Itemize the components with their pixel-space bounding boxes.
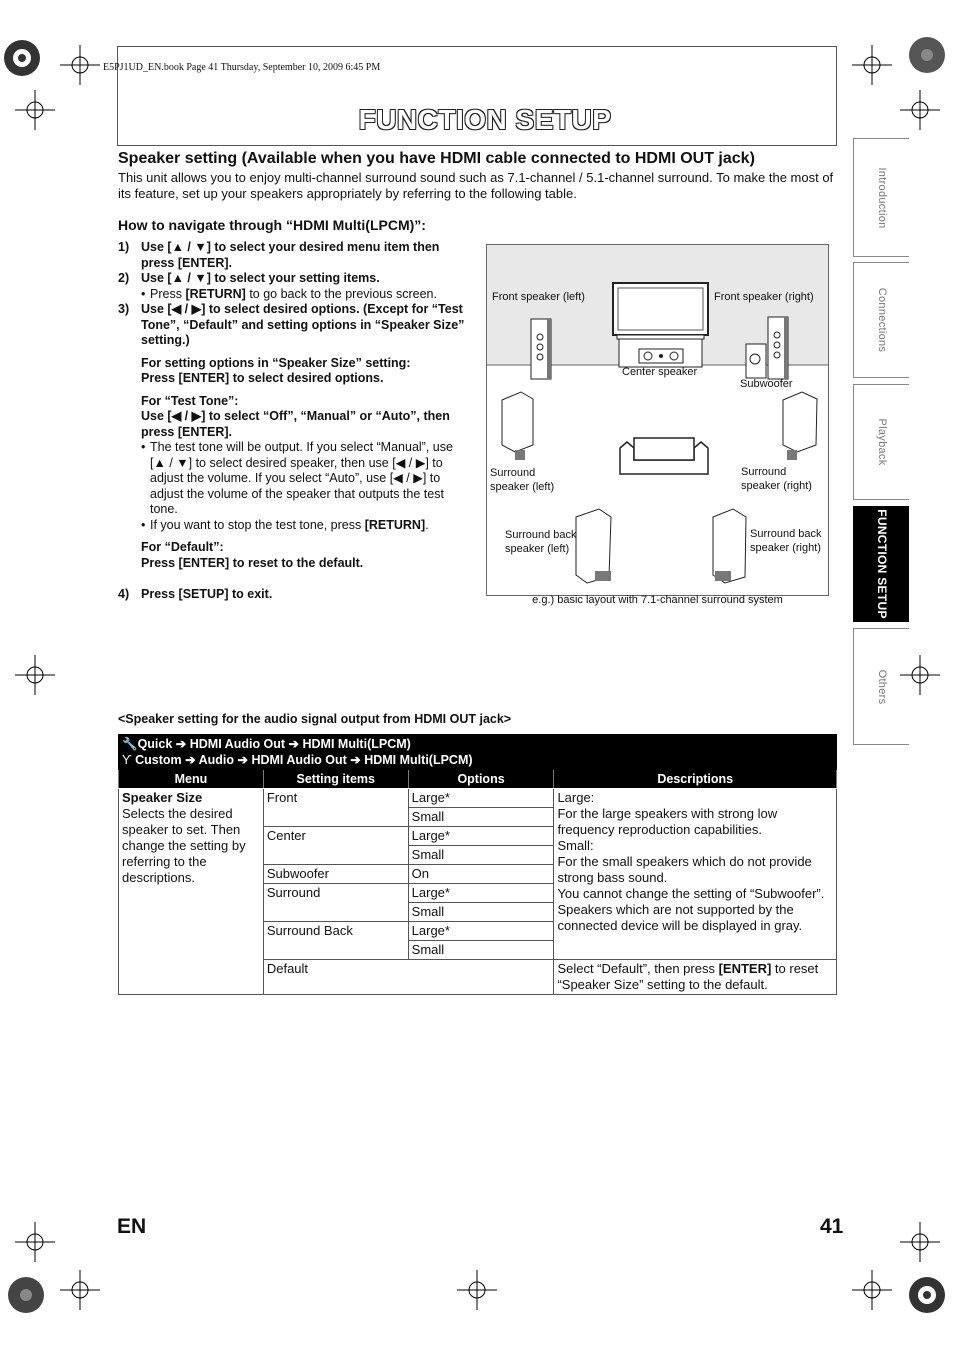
step-text: Use [▲ / ▼] to select your setting items.	[141, 271, 380, 285]
registration-mark-bottom-right	[900, 1270, 954, 1330]
step-number: 4)	[118, 587, 130, 601]
language-marker: EN	[117, 1215, 147, 1238]
test-tone-head: For “Test Tone”:	[141, 393, 239, 408]
key-label: [ENTER]	[718, 961, 772, 976]
back-left-label: Surround back speaker (left)	[505, 529, 577, 555]
tab-label: Others	[875, 669, 888, 704]
quick-path: Quick ➔ HDMI Audio Out ➔ HDMI Multi(LPCM)	[137, 737, 411, 751]
crosshair-icon	[15, 90, 55, 130]
tab-label: Connections	[875, 287, 888, 353]
book-info-line: E5PJ1UD_EN.book Page 41 Thursday, September 10, 2009 6:45 PM	[103, 62, 381, 73]
step-number: 2)	[118, 271, 130, 285]
wrench-icon: 🔧	[122, 737, 138, 751]
front-right-label: Front speaker (right)	[714, 291, 814, 303]
tab-function-setup[interactable]	[853, 506, 909, 622]
key-label: [RETURN]	[364, 517, 426, 532]
center-label: Center speaker	[622, 366, 698, 378]
menu-path	[119, 735, 837, 770]
setting-item: Front	[263, 789, 408, 827]
step-text: Use [▲ / ▼] to select your desired menu item then press [ENTER].	[141, 240, 440, 270]
surround-right-label: Surround speaker (right)	[741, 466, 812, 492]
setting-item: Surround Back	[263, 922, 408, 960]
crosshair-icon	[852, 45, 892, 85]
step-4	[118, 587, 470, 603]
default-head: For “Default”:	[141, 540, 224, 554]
step-1	[118, 240, 470, 271]
menu-title: Speaker Size	[122, 790, 203, 805]
crosshair-icon	[900, 90, 940, 130]
bullet	[141, 287, 470, 303]
column-header: Menu	[119, 770, 264, 789]
key-label: [RETURN]	[185, 286, 246, 301]
crosshair-icon	[60, 45, 100, 85]
crosshair-icon	[852, 1270, 892, 1310]
subwoofer-label: Subwoofer	[740, 378, 793, 390]
step-number: 1)	[118, 240, 130, 254]
option: Small	[408, 846, 554, 865]
surround-left-label: Surround speaker (left)	[490, 467, 555, 493]
menu-cell	[119, 789, 264, 995]
desc-text: Select “Default”, then press	[557, 961, 719, 976]
intro-paragraph: This unit allows you to enjoy multi-channel surround sound such as 7.1-channel / 5.1-channel surround. To make the most of its feature, set up your speakers appropriately by referring to the following table.	[118, 170, 834, 201]
option: Small	[408, 808, 554, 827]
default-body: Press [ENTER] to reset to the default.	[141, 555, 364, 570]
section-title: Speaker setting (Available when you have HDMI cable connected to HDMI OUT jack)	[118, 150, 755, 167]
crosshair-icon	[15, 655, 55, 695]
front-left-label: Front speaker (left)	[492, 291, 585, 303]
crosshair-icon	[900, 1222, 940, 1262]
bullet	[141, 518, 470, 534]
registration-mark-top-right	[900, 30, 954, 90]
table-caption: <Speaker setting for the audio signal output from HDMI OUT jack>	[118, 712, 512, 726]
page-number: 41	[820, 1215, 844, 1238]
option: On	[408, 865, 554, 884]
crosshair-icon	[15, 1222, 55, 1262]
bullet-text: .	[425, 517, 429, 532]
tab-label: FUNCTION SETUP	[874, 509, 889, 619]
default-description	[554, 960, 837, 995]
registration-mark-bottom-left	[0, 1270, 54, 1330]
option: Small	[408, 941, 554, 960]
speaker-setting-table	[118, 734, 837, 995]
tab-introduction[interactable]	[853, 138, 909, 257]
step-2	[118, 271, 470, 302]
back-right-label: Surround back speaker (right)	[750, 528, 822, 554]
custom-icon: ϒ	[122, 753, 132, 767]
speaker-layout-diagram	[486, 244, 829, 596]
setting-item: Subwoofer	[263, 865, 408, 884]
nav-subtitle: How to navigate through “HDMI Multi(LPCM)”:	[118, 217, 426, 233]
table-header-row	[119, 770, 837, 789]
option: Large*	[408, 827, 554, 846]
steps-list	[118, 240, 470, 603]
diagram-caption: e.g.) basic layout with 7.1-channel surround system	[532, 594, 783, 606]
option: Large*	[408, 922, 554, 941]
setting-item: Center	[263, 827, 408, 865]
menu-description: Selects the desired speaker to set. Then change the setting by referring to the descriptions.	[122, 806, 246, 885]
option: Large*	[408, 789, 554, 808]
crosshair-icon	[60, 1270, 100, 1310]
tab-others[interactable]	[853, 628, 909, 745]
column-header: Options	[408, 770, 554, 789]
bullet-text: If you want to stop the test tone, press	[150, 517, 365, 532]
tab-label: Introduction	[875, 166, 888, 229]
crosshair-icon	[457, 1270, 497, 1310]
option: Large*	[408, 884, 554, 903]
speaker-size-head: For setting options in “Speaker Size” setting:	[141, 355, 411, 370]
column-header: Setting items	[263, 770, 408, 789]
custom-path: Custom ➔ Audio ➔ HDMI Audio Out ➔ HDMI Multi(LPCM)	[135, 753, 473, 767]
column-header: Descriptions	[554, 770, 837, 789]
option: Small	[408, 903, 554, 922]
table-row	[119, 789, 837, 808]
step-3	[118, 302, 470, 349]
desc-text: to reset “Speaker Size” setting to the default.	[557, 961, 819, 992]
bullet: • The test tone will be output. If you select “Manual”, use [▲ / ▼] to select desired speaker, then use [◀ / ▶] to adjust the volume. If you select “Auto”, use [◀ / ▶] to adjust the volume of the speaker that outputs the test tone.	[141, 440, 470, 518]
step-text: Press [SETUP] to exit.	[141, 587, 273, 601]
setting-item: Default	[263, 960, 554, 995]
description-cell: Large: For the large speakers with strong low frequency reproduction capabilities. Small: For the small speakers which do not provide strong bass sound. You cannot change the setting of “Subwoofer”. Speakers which are not supported by the connected device will be displayed in gray.	[554, 789, 837, 960]
test-tone-body: Use [◀ / ▶] to select “Off”, “Manual” or “Auto”, then press [ENTER].	[141, 409, 450, 439]
setting-item: Surround	[263, 884, 408, 922]
step-number: 3)	[118, 302, 130, 316]
page-title: FUNCTION SETUP	[358, 104, 612, 135]
speaker-size-body: Press [ENTER] to select desired options.	[141, 371, 384, 385]
step-text: Use [◀ / ▶] to select desired options. (Except for “Test Tone”, “Default” and setting options in “Speaker Size” setting.)	[141, 302, 465, 347]
tab-connections[interactable]	[853, 262, 909, 378]
bullet-text: Press	[150, 286, 186, 301]
bullet-text: to go back to the previous screen.	[245, 286, 437, 301]
tab-playback[interactable]	[853, 384, 909, 500]
tab-label: Playback	[875, 418, 888, 466]
